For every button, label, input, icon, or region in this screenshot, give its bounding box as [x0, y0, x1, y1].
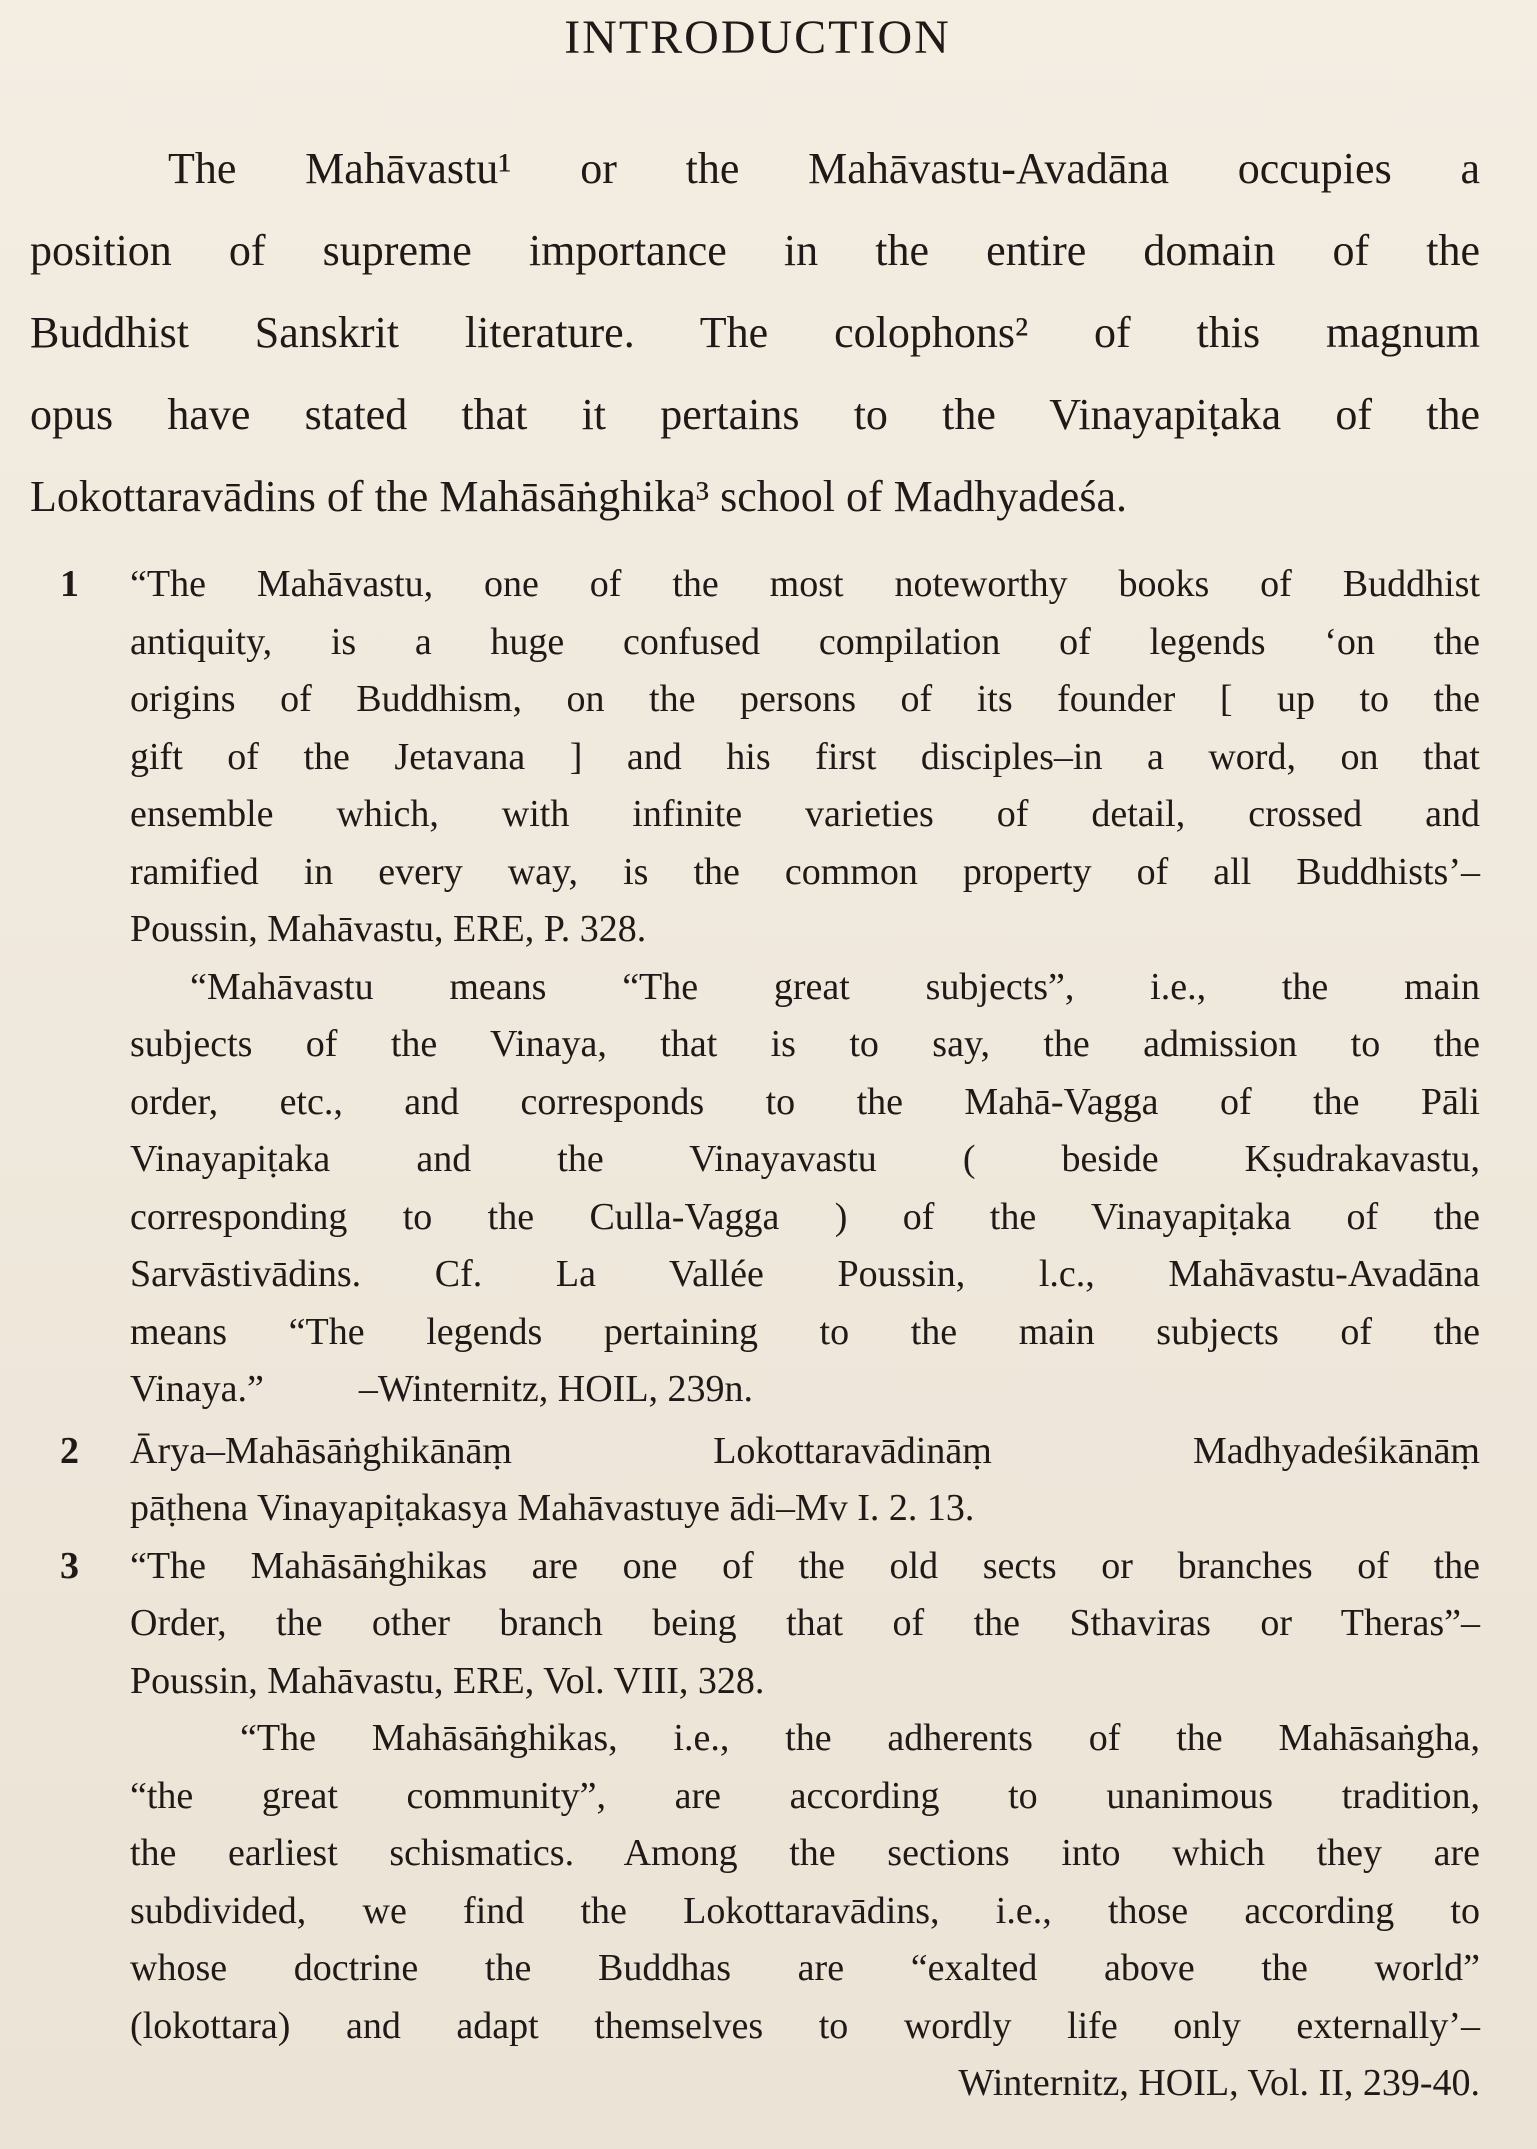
footnote-line: pāṭhena Vinayapiṭakasya Mahāvastuye ādi–Mv I. 2. 13. [130, 1487, 975, 1529]
footnote-line: “The Mahāsāṅghikas are one of the old sects or branches of the [130, 1544, 1480, 1587]
footnote-line: order, etc., and corresponds to the Mahā-Vagga of the Pāli [130, 1080, 1480, 1123]
footnote-2 [60, 1423, 1480, 1538]
footnote-line: Sarvāstivādins. Cf. La Vallée Poussin, l.c., Mahāvastu-Avadāna [130, 1253, 1480, 1295]
page-heading: INTRODUCTION [564, 11, 951, 64]
footnote-line: subjects of the Vinaya, that is to say, the admission to the [130, 1023, 1480, 1065]
footnote-line: Vinaya.” –Winternitz, HOIL, 239n. [130, 1368, 754, 1410]
footnote-line: subdivided, we find the Lokottaravādins, i.e., those according to [130, 1889, 1480, 1932]
footnote-number: 3 [60, 1544, 79, 1587]
footnote-line: Order, the other branch being that of the Sthaviras or Theras”– [130, 1602, 1480, 1644]
intro-line: position of supreme importance in the entire domain of the [30, 226, 1480, 275]
footnote-line: antiquity, is a huge confused compilation of legends ‘on the [130, 620, 1480, 663]
footnote-line: ensemble which, with infinite varieties of detail, crossed and [130, 793, 1480, 835]
intro-line: Lokottaravādins of the Mahāsāṅghika³ school of Madhyadeśa. [30, 472, 1127, 521]
footnote-line: origins of Buddhism, on the persons of its founder [ up to the [130, 678, 1480, 720]
footnote-number: 1 [60, 563, 79, 605]
footnote-line: means “The legends pertaining to the main subjects of the [130, 1310, 1480, 1353]
footnote-line: Winternitz, HOIL, Vol. II, 239-40. [958, 2062, 1480, 2104]
footnote-line: “The Mahāvastu, one of the most noteworthy books of Buddhist [130, 563, 1480, 605]
footnote-line: the earliest schismatics. Among the sections into which they are [130, 1832, 1480, 1874]
footnote-line: Ārya–Mahāsāṅghikānāṃ Lokottaravādināṃ Madhyadeśikānāṃ [130, 1429, 1480, 1472]
footnote-line: “Mahāvastu means “The great subjects”, i.e., the main [190, 965, 1480, 1008]
footnote-line: whose doctrine the Buddhas are “exalted above the world” [130, 1947, 1480, 1989]
footnote-line: Poussin, Mahāvastu, ERE, Vol. VIII, 328. [130, 1659, 765, 1702]
footnote-line: (lokottara) and adapt themselves to wordly life only externally’– [130, 2004, 1480, 2047]
footnote-number: 2 [60, 1429, 79, 1472]
footnote-line: corresponding to the Culla-Vagga ) of the Vinayapiṭaka of the [130, 1195, 1480, 1238]
intro-line: The Mahāvastu¹ or the Mahāvastu-Avadāna occupies a [168, 144, 1480, 193]
footnote-3 [60, 1538, 1480, 2113]
footnote-1 [60, 556, 1480, 1419]
intro-line: opus have stated that it pertains to the Vinayapiṭaka of the [30, 390, 1480, 439]
footnote-line: Poussin, Mahāvastu, ERE, P. 328. [130, 908, 647, 950]
footnote-line: “the great community”, are according to unanimous tradition, [130, 1774, 1480, 1817]
footnote-line: “The Mahāsāṅghikas, i.e., the adherents of the Mahāsaṅgha, [240, 1717, 1480, 1759]
footnotes [60, 556, 1480, 2113]
intro-line: Buddhist Sanskrit literature. The colophons² of this magnum [30, 308, 1480, 357]
intro-paragraph [30, 128, 1480, 538]
footnote-line: gift of the Jetavana ] and his first disciples–in a word, on that [130, 735, 1480, 778]
footnote-line: Vinayapiṭaka and the Vinayavastu ( beside Kṣudrakavastu, [130, 1138, 1480, 1180]
footnote-line: ramified in every way, is the common property of all Buddhists’– [130, 850, 1480, 893]
